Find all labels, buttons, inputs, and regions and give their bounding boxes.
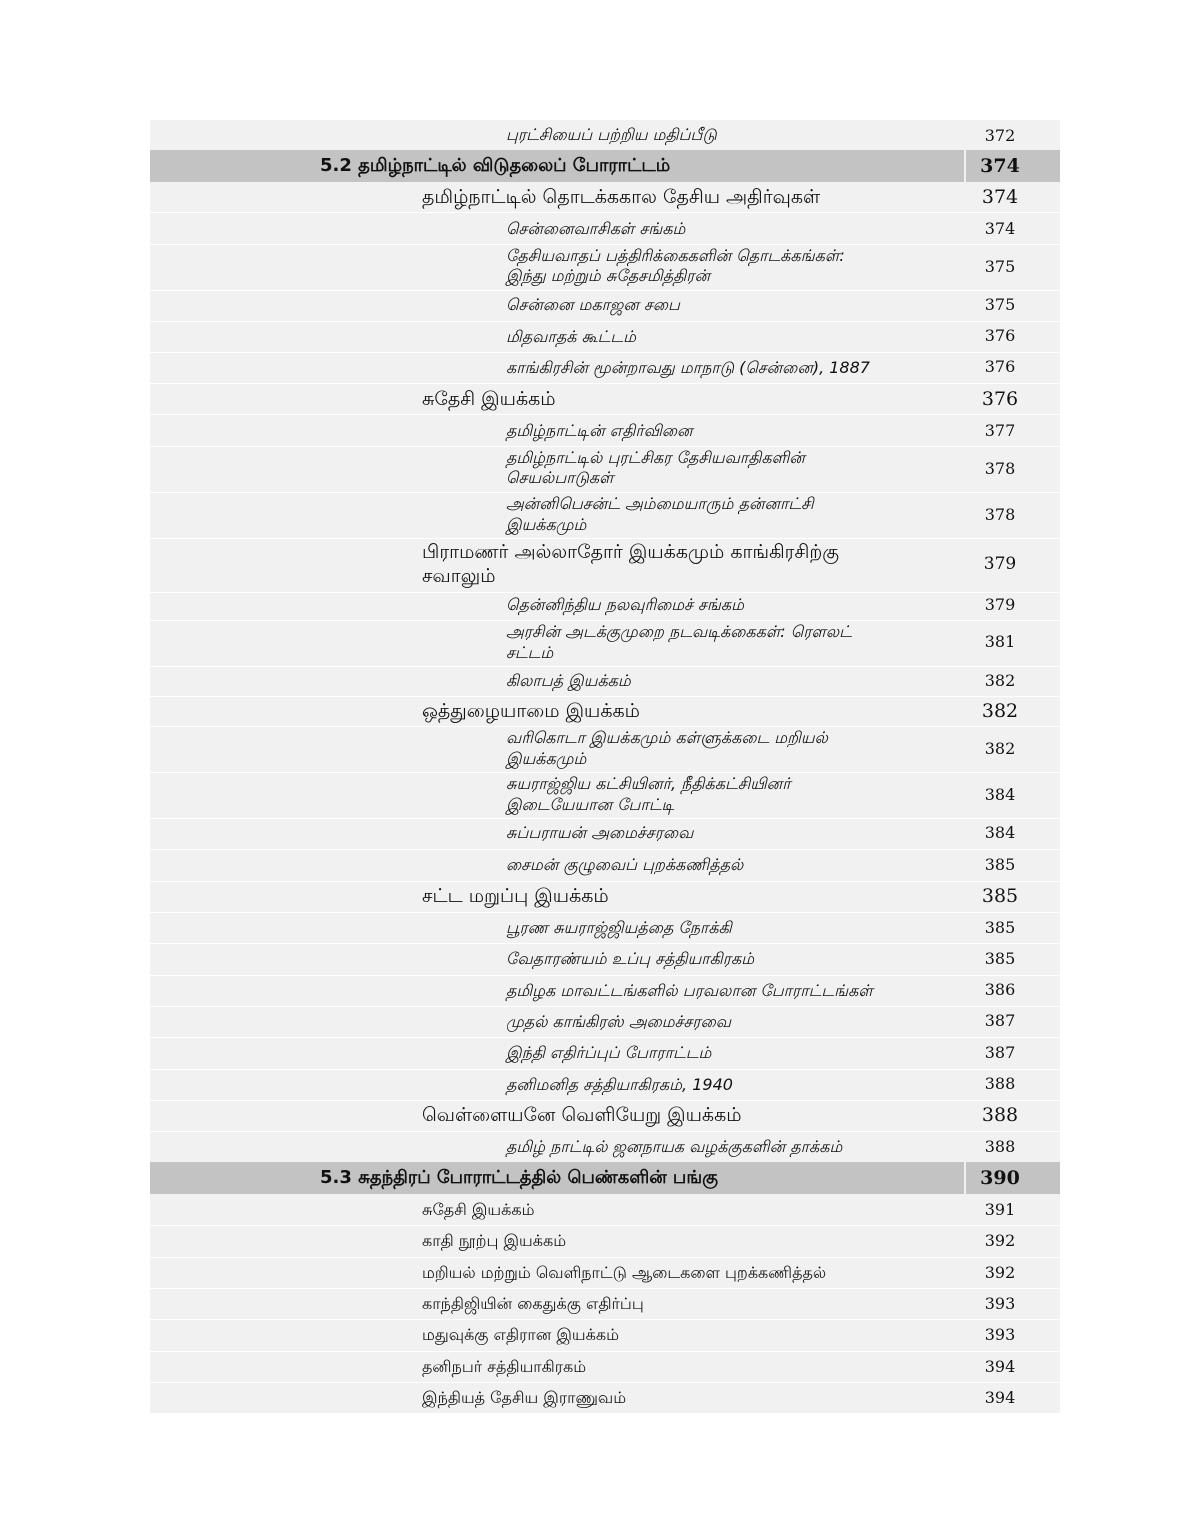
toc-row [150,592,1060,621]
toc-entry-title: தனிநபர் சத்தியாகிரகம் [422,1357,587,1376]
toc-page-number: 382 [984,739,1016,758]
toc-entry-title: தனிமனித சத்தியாகிரகம், 1940 [506,1075,733,1094]
toc-row [150,881,1060,913]
toc-page-number: 374 [984,219,1016,238]
toc-entry-title: சுதேசி இயக்கம் [422,388,556,410]
toc-row [150,666,1060,697]
toc-page-number: 382 [984,671,1016,690]
toc-page-number: 393 [984,1294,1016,1313]
toc-row [150,212,1060,245]
toc-entry-title: மறியல் மற்றும் வெளிநாட்டு ஆடைகளை புறக்கணித்தல் [422,1263,827,1282]
section-page-number: 374 [980,155,1020,177]
toc-entry-title: சுதேசி இயக்கம் [422,1200,535,1219]
toc-row [150,1382,1060,1413]
section-title: 5.2 தமிழ்நாட்டில் விடுதலைப் போராட்டம் [320,155,671,176]
toc-row [150,620,1060,667]
toc-page-number: 379 [984,595,1016,614]
toc-page-number: 391 [984,1200,1016,1219]
toc-row [150,1100,1060,1132]
toc-entry-title: காதி நூற்பு இயக்கம் [422,1231,567,1250]
toc-page-number: 378 [984,505,1016,524]
toc-row [150,352,1060,384]
toc-page-number: 384 [984,823,1016,842]
toc-row [150,538,1060,593]
toc-entry-title: வேதாரண்யம் உப்பு சத்தியாகிரகம் [506,949,755,968]
toc-entry-title: தமிழ்நாட்டில் புரட்சிகர தேசியவாதிகளின் [506,448,805,467]
toc-page-number: 382 [981,700,1019,722]
toc-page-number: 388 [981,1104,1019,1126]
toc-page-number: 385 [984,855,1016,874]
toc-row [150,383,1060,415]
toc-row [150,849,1060,882]
toc-entry-title: முதல் காங்கிரஸ் அமைச்சரவை [506,1012,732,1031]
toc-row [150,290,1060,322]
toc-entry-title: தேசியவாதப் பத்திரிக்கைகளின் தொடக்கங்கள்: [506,246,845,265]
toc-page-number: 375 [984,257,1016,276]
toc-page-number: 388 [984,1074,1016,1093]
toc-page-number: 372 [984,126,1016,145]
toc-entry-title-line2: செயல்பாடுகள் [506,468,614,487]
toc-entry-title: தமிழ்நாட்டில் தொடக்ககால தேசிய அதிர்வுகள் [422,186,821,208]
column-divider [964,150,966,182]
toc-row [150,1194,1060,1226]
toc-page-number: 375 [984,295,1016,314]
toc-page-number: 376 [984,326,1016,345]
toc-page-number: 377 [984,421,1016,440]
toc-entry-title: சென்னை மகாஜன சபை [506,295,680,314]
toc-entry-title: பிராமணர் அல்லாதோர் இயக்கமும் காங்கிரசிற்கு [422,541,840,563]
toc-entry-title-line2: சவாலும் [422,565,496,587]
toc-page-number: 384 [984,785,1016,804]
toc-entry-title: தமிழ்நாட்டின் எதிர்வினை [506,421,693,440]
toc-row [150,818,1060,850]
toc-entry-title: காந்திஜியின் கைதுக்கு எதிர்ப்பு [422,1294,644,1313]
toc-page-number: 381 [984,632,1016,651]
toc-page-number: 379 [983,554,1017,574]
toc-entry-title: சுப்பராயன் அமைச்சரவை [506,823,694,842]
toc-row [150,182,1060,213]
toc-row [150,912,1060,944]
toc-page-number: 392 [984,1263,1016,1282]
toc-entry-title-line2: இடையேயான போட்டி [506,795,675,814]
column-divider [964,1162,966,1194]
toc-row [150,975,1060,1007]
toc-entry-title: தென்னிந்திய நலவுரிமைச் சங்கம் [506,595,745,614]
toc-row [150,1225,1060,1258]
toc-page-number: 392 [984,1231,1016,1250]
toc-entry-title: கிலாபத் இயக்கம் [506,671,631,690]
toc-page-number: 387 [984,1011,1016,1030]
toc-row [150,1351,1060,1383]
toc-entry-title: பூரண சுயராஜ்ஜியத்தை நோக்கி [506,918,732,937]
toc-page-number: 393 [984,1325,1016,1344]
toc-entry-title: தமிழ் நாட்டில் ஜனநாயக வழக்குகளின் தாக்கம் [506,1137,843,1156]
toc-page-number: 386 [984,980,1016,999]
toc-row [150,414,1060,447]
toc-row [150,696,1060,727]
toc-row [150,726,1060,773]
toc-page-number: 385 [981,885,1019,907]
toc-row [150,1288,1060,1320]
toc-page-number: 394 [984,1388,1016,1407]
toc-row [150,772,1060,819]
toc-page-number: 385 [984,918,1016,937]
section-title: 5.3 சுதந்திரப் போராட்டத்தில் பெண்களின் பங்கு [320,1167,718,1188]
toc-entry-title: வரிகொடா இயக்கமும் கள்ளுக்கடை மறியல் [506,728,828,747]
toc-page-number: 378 [984,459,1016,478]
section-page-number: 390 [980,1167,1020,1189]
toc-row [150,492,1060,539]
toc-row [150,446,1060,493]
toc-row [150,1006,1060,1038]
toc-page-number: 394 [984,1357,1016,1376]
toc-row [150,1131,1060,1162]
toc-entry-title-line2: இந்து மற்றும் சுதேசமித்திரன் [506,266,711,285]
toc-page-number: 376 [981,388,1019,410]
toc-page-number: 388 [984,1137,1016,1156]
toc-row [150,1257,1060,1289]
toc-entry-title: தமிழக மாவட்டங்களில் பரவலான போராட்டங்கள் [506,981,873,1000]
toc-page-number: 376 [984,357,1016,376]
section-header-row [150,1162,1060,1194]
toc-entry-title: இந்தியத் தேசிய இராணுவம் [422,1388,627,1407]
toc-entry-title: சென்னைவாசிகள் சங்கம் [506,219,686,238]
toc-row [150,943,1060,976]
toc-entry-title: புரட்சியைப் பற்றிய மதிப்பீடு [506,125,717,144]
section-header-row [150,150,1060,182]
toc-entry-title: அரசின் அடக்குமுறை நடவடிக்கைகள்: ரௌலட் [506,622,852,641]
toc-entry-title-line2: சட்டம் [506,643,554,662]
toc-entry-title: சட்ட மறுப்பு இயக்கம் [422,885,609,907]
toc-entry-title: வெள்ளையனே வெளியேறு இயக்கம் [422,1104,742,1126]
toc-page-number: 387 [984,1043,1016,1062]
toc-page-number: 374 [981,186,1019,208]
toc-row [150,120,1060,151]
toc-entry-title: அன்னிபெசன்ட் அம்மையாரும் தன்னாட்சி [506,494,814,513]
toc-entry-title: இந்தி எதிர்ப்புப் போராட்டம் [506,1043,712,1062]
table-of-contents [150,120,1060,1413]
toc-row [150,1069,1060,1101]
toc-entry-title-line2: இயக்கமும் [506,515,587,534]
toc-entry-title: சுயராஜ்ஜிய கட்சியினர், நீதிக்கட்சியினர் [506,774,791,793]
toc-entry-title-line2: இயக்கமும் [506,749,587,768]
toc-entry-title: மதுவுக்கு எதிரான இயக்கம் [422,1325,619,1344]
toc-row [150,244,1060,291]
toc-entry-title: ஒத்துழையாமை இயக்கம் [422,700,640,722]
toc-row [150,1319,1060,1352]
toc-entry-title: சைமன் குழுவைப் புறக்கணித்தல் [506,855,744,874]
toc-entry-title: காங்கிரசின் மூன்றாவது மாநாடு (சென்னை), 1887 [506,358,870,377]
toc-row [150,1037,1060,1070]
toc-row [150,321,1060,353]
toc-entry-title: மிதவாதக் கூட்டம் [506,327,636,346]
toc-page-number: 385 [984,949,1016,968]
